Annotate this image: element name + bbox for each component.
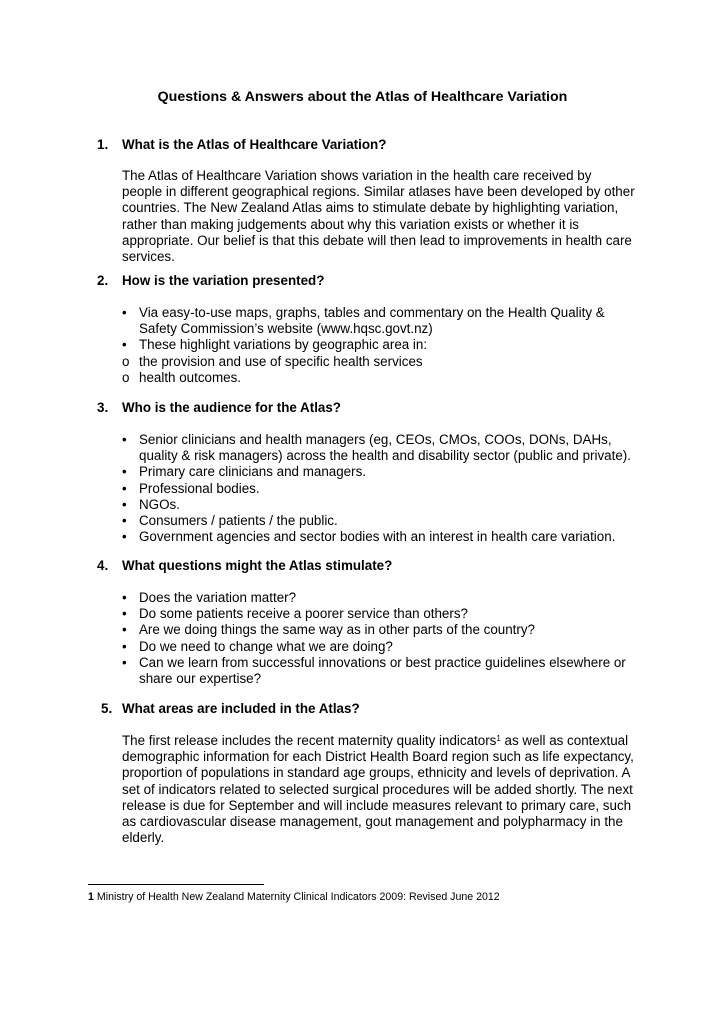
list-item: [122, 513, 642, 529]
list-item-line: Consumers / patients / the public.: [139, 513, 338, 529]
list-item: [122, 497, 642, 513]
sub-bullet-icon: o: [122, 353, 130, 369]
bullet-icon: •: [122, 337, 127, 353]
sub-bullet-icon: o: [122, 369, 130, 385]
section-question: What questions might the Atlas stimulate?: [122, 558, 393, 573]
list-item-line: Do some patients receive a poorer service than others?: [139, 606, 468, 622]
bullet-list: [122, 305, 642, 386]
bullet-icon: •: [122, 513, 127, 529]
footnote: [88, 891, 500, 904]
list-item: [122, 655, 642, 687]
list-item: [122, 337, 642, 353]
answer-line: [122, 733, 642, 749]
list-item-line: Are we doing things the same way as in other parts of the country?: [139, 622, 535, 638]
list-item-line: Senior clinicians and health managers (eg, CEOs, CMOs, COOs, DONs, DAHs,: [139, 432, 612, 447]
list-item-line: Can we learn from successful innovations or best practice guidelines elsewhere or: [139, 654, 626, 670]
section-number: 4.: [97, 558, 109, 573]
section-number: 2.: [97, 273, 109, 288]
list-item-line: quality & risk managers) across the health and disability sector (public and private).: [139, 448, 631, 464]
bullet-icon: •: [122, 606, 127, 622]
sub-list-item: [122, 370, 642, 386]
list-item-line: share our expertise?: [139, 671, 262, 687]
list-item-line: These highlight variations by geographic area in:: [139, 337, 428, 353]
section-question: How is the variation presented?: [122, 273, 325, 288]
footnote-reference[interactable]: 1: [496, 734, 501, 743]
answer-line: elderly.: [122, 830, 165, 846]
answer-line: demographic information for each District Health Board region such as life expectancy,: [122, 749, 634, 765]
bullet-icon: •: [122, 480, 127, 496]
answer-line: rather than making judgements about why this variation exists or whether it is: [122, 216, 579, 232]
answer-line: proportion of populations in standard age groups, ethnicity and levels of deprivation. A: [122, 765, 631, 781]
section-number: 3.: [97, 400, 109, 415]
bullet-icon: •: [122, 305, 127, 320]
answer-line: countries. The New Zealand Atlas aims to stimulate debate by highlighting variation,: [122, 200, 619, 216]
bullet-list: [122, 590, 642, 687]
footnote-text: Ministry of Health New Zealand Maternity Clinical Indicators 2009: Revised June 2012: [96, 891, 500, 903]
list-item: [122, 606, 642, 622]
footnote-marker: 1: [88, 891, 94, 903]
sub-list-item-text: health outcomes.: [139, 369, 241, 385]
list-item: [122, 432, 642, 464]
list-item-line: Does the variation matter?: [139, 590, 297, 605]
list-item-line: Professional bodies.: [139, 480, 260, 496]
section-answer: [122, 733, 642, 846]
bullet-icon: •: [122, 590, 127, 605]
section-answer: [122, 168, 642, 265]
list-item-line: Government agencies and sector bodies with an interest in health care variation.: [139, 529, 616, 545]
list-item: [122, 305, 642, 337]
list-item: [122, 590, 642, 606]
list-item-line: Safety Commission’s website (www.hqsc.govt.nz): [139, 321, 433, 337]
list-item: [122, 464, 642, 480]
list-item-line: NGOs.: [139, 496, 180, 512]
list-item: [122, 481, 642, 497]
answer-line: set of indicators related to selected surgical procedures will be added shortly. The next: [122, 781, 633, 797]
bullet-icon: •: [122, 622, 127, 638]
bullet-icon: •: [122, 529, 127, 545]
bullet-icon: •: [122, 464, 127, 480]
list-item-line: Via easy-to-use maps, graphs, tables and commentary on the Health Quality &: [139, 305, 605, 320]
answer-text: The first release includes the recent maternity quality indicators: [122, 733, 497, 748]
section-number: 1.: [97, 137, 109, 152]
sub-bullet-list: [122, 354, 642, 386]
list-item: [122, 622, 642, 638]
sub-list-item-text: the provision and use of specific health services: [139, 353, 423, 369]
bullet-icon: •: [122, 496, 127, 512]
section-question: Who is the audience for the Atlas?: [122, 400, 341, 415]
list-item: [122, 639, 642, 655]
section-question: What areas are included in the Atlas?: [122, 701, 360, 716]
bullet-icon: •: [122, 432, 127, 447]
footnote-divider: [88, 884, 264, 885]
section-question: What is the Atlas of Healthcare Variation?: [122, 137, 387, 152]
answer-line: people in different geographical regions. Similar atlases have been developed by other: [122, 184, 635, 200]
answer-line: release is due for September and will include measures relevant to primary care, such: [122, 797, 632, 813]
answer-line: as cardiovascular disease management, gout management and polypharmacy in the: [122, 814, 623, 830]
sub-list-container: [122, 354, 642, 386]
answer-text: as well as contextual: [500, 733, 629, 748]
answer-line: appropriate. Our belief is that this debate will then lead to improvements in health care: [122, 232, 632, 248]
bullet-list: [122, 432, 642, 545]
answer-line: services.: [122, 249, 175, 265]
answer-line: The Atlas of Healthcare Variation shows variation in the health care received by: [122, 168, 592, 183]
bullet-icon: •: [122, 654, 127, 670]
section-number: 5.: [101, 701, 113, 716]
sub-list-item: [122, 354, 642, 370]
bullet-icon: •: [122, 638, 127, 654]
document-title: Questions & Answers about the Atlas of Healthcare Variation: [157, 89, 568, 105]
list-item: [122, 529, 642, 545]
list-item-line: Do we need to change what we are doing?: [139, 638, 393, 654]
list-item-line: Primary care clinicians and managers.: [139, 464, 366, 480]
